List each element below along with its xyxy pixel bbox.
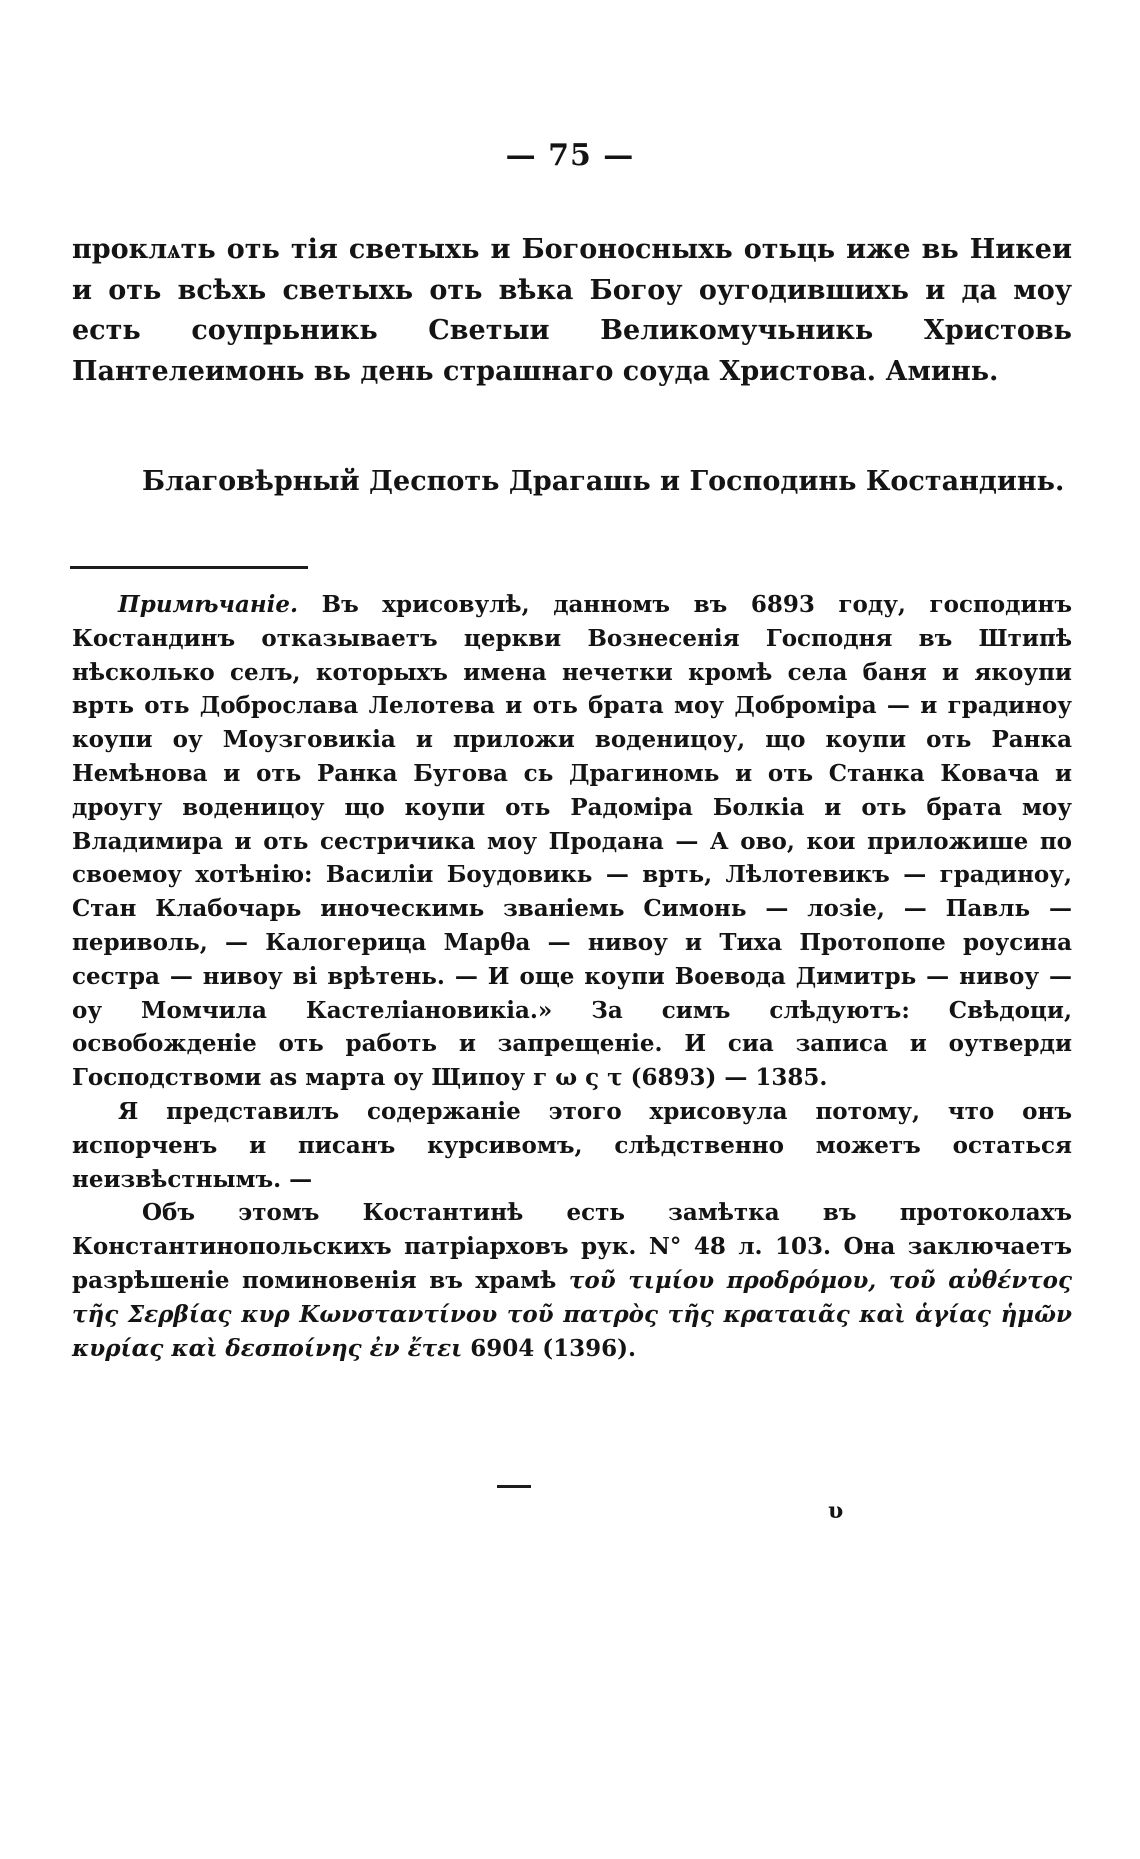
notes-text-1: Въ хрисовулѣ, данномъ въ 6893 году, господинъ Костандинъ отказываетъ церкви Вознесенiя Господня въ Штипѣ нѣсколько селъ, которыхъ имена нечетки кромѣ села баня и якоупи врть оть Доброслава Лелотева и оть брата моу Добромiра — и градиноу коупи оу Моузговикiа и приложи воденицоу, що коупи оть Ранка Немѣнова и оть Ранка Бугова сь Драгиномь и оть Станка Ковача и дроугу воденицоу що коупи оть Радомiра Болкiа и оть брата моу Владимира и оть сестричика моу Продана — А ово, кои приложише по своемоу хотѣнiю: Василiи Боудовикь — врть, Лѣлотевикъ — градиноу, Стан Клабочарь иноческимь званiемь Симонь — лозiе, — Павль — периволь, — Калогерица Марθа — нивоу и Тиха Протопопе роусина сестра — нивоу вi врѣтень. — И още коупи Воевода Димитрь — нивоу — оу Момчила Кастелiановикiа.» За симъ слѣдуютъ: Свѣдоци, освобожденiе оть работь и запрещенiе. И сиа записа и оутверди Господствоми аѕ марта оу Щипоу г ω ς τ (6893) — 1385. [72, 591, 1072, 1092]
notes-label: Примѣчанiе. [118, 591, 299, 618]
section-heading: Благовѣрный Деспоть Драгашь и Господинь Костандинь. [142, 466, 1065, 497]
notes-paragraph-1 [72, 588, 1072, 1095]
notes-block [72, 588, 1072, 1365]
main-paragraph: проклѧть оть тiя светыхь и Богоносныхь отьць иже вь Никеи и оть всѣхь светыхь оть вѣка Богоу оугодившихь и да моу есть соупрьникь Светыи Великомучьникь Христовь Пантелеимонь вь день страшнаго соуда Христова. Аминь. [72, 234, 1072, 387]
notes-paragraph-3 [72, 1196, 1072, 1365]
notes-text-3: Объ этомъ Костантинѣ есть замѣтка въ протоколахъ Константинопольскихъ патрiарховъ рук. N° 48 л. 103. Она заключаетъ разрѣшенiе поминовенiя въ храмѣ [72, 1199, 1072, 1294]
page-number: — 75 — [505, 138, 635, 173]
end-rule [497, 1485, 531, 1488]
stray-mark: υ [828, 1498, 844, 1524]
greek-quote: τοῦ τιμίου προδρόμου, τοῦ αὐθέντος τῆς Σερβίας κυρ Κωνσταντίνου τοῦ πατρὸς τῆς κραταιᾶς καὶ ἁγίας ἡμῶν κυρίας καὶ δεσποίνης ἐν ἔτει [72, 1266, 1072, 1362]
notes-text-3-end: 6904 (1396). [470, 1334, 637, 1362]
notes-paragraph-2: Я представилъ содержанiе этого хрисовула потому, что онъ испорченъ и писанъ курсивомъ, слѣдственно можетъ остаться неизвѣстнымъ. — [72, 1097, 1072, 1193]
footnote-rule [70, 566, 308, 569]
